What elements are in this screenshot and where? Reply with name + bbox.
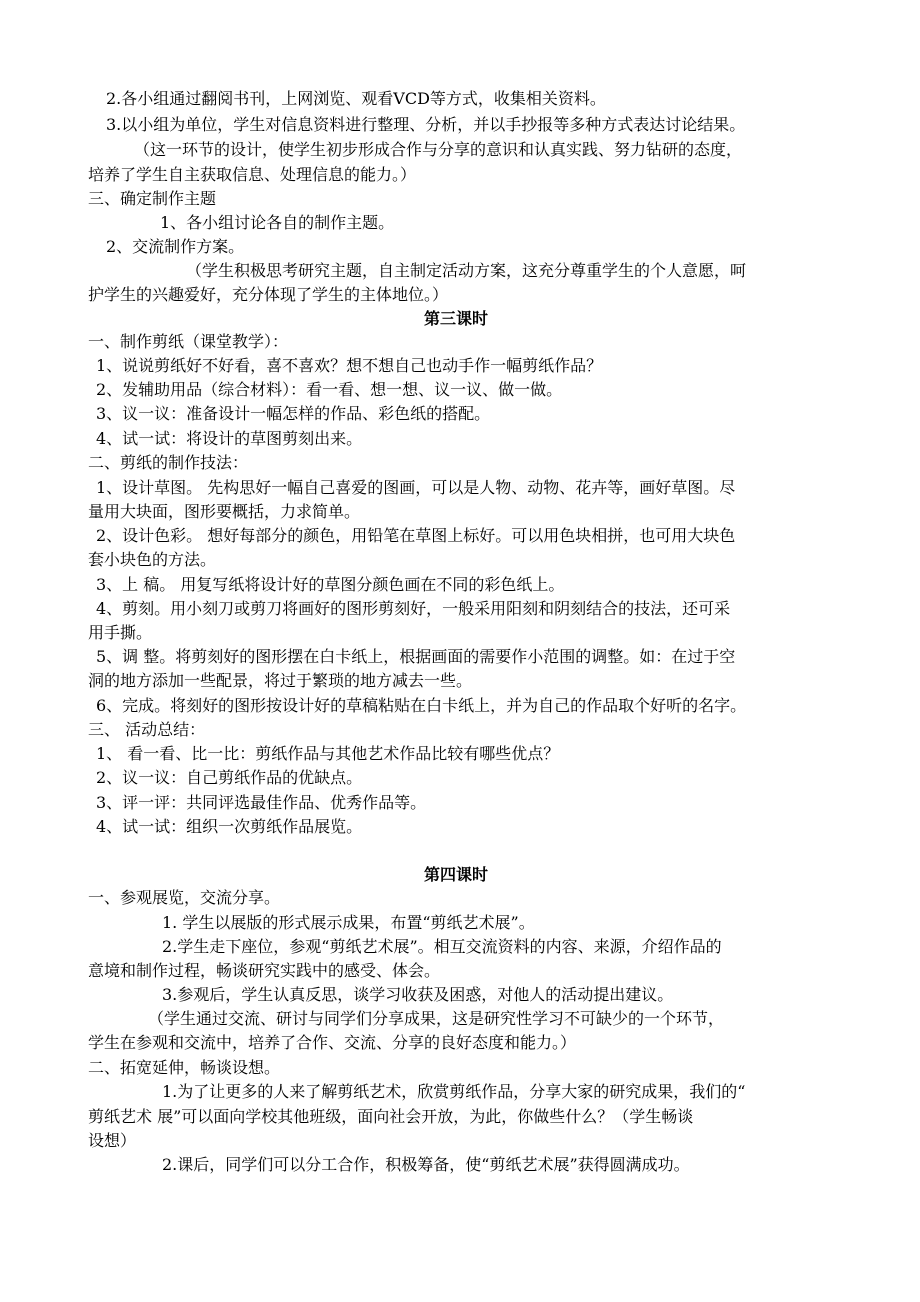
- list-item: 1、说说剪纸好不好看，喜不喜欢？想不想自己也动手作一幅剪纸作品？: [96, 356, 603, 375]
- collect-materials-item: 2.各小组通过翻阅书刊，上网浏览、观看VCD等方式，收集相关资料。: [106, 89, 606, 108]
- lesson-4-title: 第四课时: [424, 865, 489, 884]
- list-item: 4、试一试：组织一次剪纸作品展览。: [96, 817, 363, 836]
- list-item: 4、试一试：将设计的草图剪刻出来。: [96, 429, 363, 448]
- theme-item-2: 2、交流制作方案。: [106, 237, 245, 256]
- lesson-3-section-2-heading: 二、剪纸的制作技法：: [88, 453, 249, 472]
- exhibit-item-2-line-1: 2.学生走下座位，参观“剪纸艺术展”。相互交流资料的内容、来源，介绍作品的: [162, 937, 722, 956]
- list-item: 3、议一议：准备设计一幅怎样的作品、彩色纸的搭配。: [96, 404, 491, 423]
- technique-step-6: 6、完成。将刻好的图形按设计好的草稿粘贴在白卡纸上，并为自己的作品取个好听的名字。: [96, 696, 747, 715]
- organize-info-item: 3.以小组为单位，学生对信息资料进行整理、分析，并以手抄报等多种方式表达讨论结果。: [106, 115, 746, 134]
- lesson-3-section-1-heading: 一、制作剪纸（课堂教学）：: [88, 332, 289, 351]
- design-note-line-1: （这一环节的设计，使学生初步形成合作与分享的意识和认真实践、努力钻研的态度，: [134, 140, 743, 159]
- exhibit-item-2-line-2: 意境和制作过程，畅谈研究实践中的感受、体会。: [88, 961, 441, 980]
- exhibit-item-3: 3.参观后，学生认真反思，谈学习收获及困惑，对他人的活动提出建议。: [162, 985, 674, 1004]
- technique-step-1-line-2: 量用大块面，图形要概括，力求简单。: [88, 502, 361, 521]
- exhibit-note-line-1: （学生通过交流、研讨与同学们分享成果，这是研究性学习不可缺少的一个环节，: [148, 1009, 725, 1028]
- technique-step-5-line-2: 洞的地方添加一些配景，将过于繁琐的地方减去一些。: [88, 671, 473, 690]
- lesson-3-section-3-heading: 三、 活动总结：: [88, 720, 206, 739]
- exhibit-note-line-2: 学生在参观和交流中，培养了合作、交流、分享的良好态度和能力。）: [88, 1033, 577, 1052]
- technique-step-5-line-1: 5、调 整。将剪刻好的图形摆在白卡纸上，根据画面的需要作小范围的调整。如：在过于空: [96, 647, 736, 666]
- design-note-line-2: 培养了学生自主获取信息、处理信息的能力。）: [88, 165, 417, 184]
- technique-step-3: 3、上 稿。 用复写纸将设计好的草图分颜色画在不同的彩色纸上。: [96, 575, 565, 594]
- list-item: 2、发辅助用品（综合材料）：看一看、想一想、议一议、做一做。: [96, 380, 563, 399]
- theme-note-line-1: （学生积极思考研究主题，自主制定活动方案，这充分尊重学生的个人意愿，呵: [186, 261, 747, 280]
- technique-step-2-line-2: 套小块色的方法。: [88, 550, 217, 569]
- lesson-4-section-2-heading: 二、拓宽延伸，畅谈设想。: [88, 1058, 281, 1077]
- technique-step-1-line-1: 1、设计草图。 先构思好一幅自己喜爱的图画，可以是人物、动物、花卉等，画好草图。尽: [96, 478, 736, 497]
- extend-item-1-line-1: 1.为了让更多的人来了解剪纸艺术，欣赏剪纸作品，分享大家的研究成果，我们的“: [162, 1082, 746, 1101]
- technique-step-4-line-1: 4、剪刻。用小刻刀或剪刀将画好的图形剪刻好，一般采用阳刻和阴刻结合的技法，还可采: [96, 599, 731, 618]
- extend-item-1-line-2: 剪纸艺术 展”可以面向学校其他班级，面向社会开放，为此，你做些什么？（学生畅谈: [88, 1107, 694, 1126]
- technique-step-4-line-2: 用手撕。: [88, 623, 153, 642]
- technique-step-2-line-1: 2、设计色彩。 想好每部分的颜色，用铅笔在草图上标好。可以用色块相拼，也可用大块色: [96, 526, 736, 545]
- theme-note-line-2: 护学生的兴趣爱好，充分体现了学生的主体地位。）: [88, 285, 449, 304]
- extend-item-1-line-3: 设想）: [88, 1131, 137, 1150]
- lesson-4-section-1-heading: 一、参观展览，交流分享。: [88, 888, 281, 907]
- list-item: 1、 看一看、比一比：剪纸作品与其他艺术作品比较有哪些优点？: [96, 744, 560, 763]
- theme-item-1: 1、各小组讨论各自的制作主题。: [160, 213, 395, 232]
- lesson-3-title: 第三课时: [424, 309, 489, 328]
- extend-item-2: 2.课后，同学们可以分工合作，积极筹备，使“剪纸艺术展”获得圆满成功。: [162, 1155, 690, 1174]
- exhibit-item-1: 1. 学生以展版的形式展示成果，布置“剪纸艺术展”。: [162, 913, 535, 932]
- section-heading-theme: 三、确定制作主题: [88, 189, 217, 208]
- list-item: 3、评一评：共同评选最佳作品、优秀作品等。: [96, 793, 427, 812]
- list-item: 2、议一议：自己剪纸作品的优缺点。: [96, 768, 363, 787]
